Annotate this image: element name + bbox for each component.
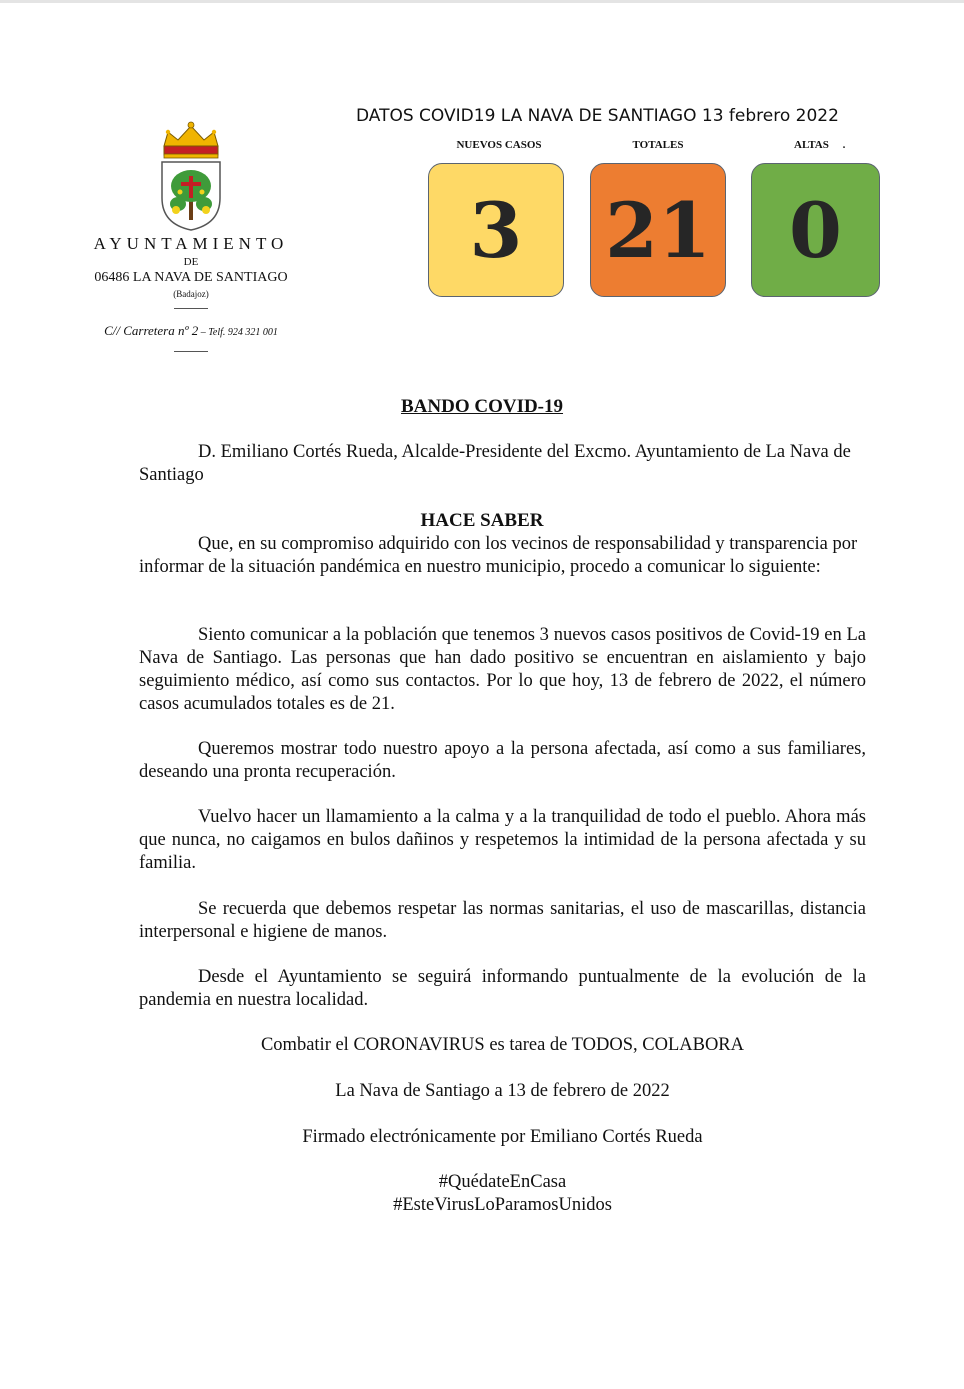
paragraph-3-text: Queremos mostrar todo nuestro apoyo a la persona afectada, así como a sus familiares, deseando una pronta recuperación. [139, 739, 866, 782]
signature: Firmado electrónicamente por Emiliano Cortés Rueda [302, 1127, 703, 1147]
paragraph-3 [139, 738, 866, 784]
document-title: BANDO COVID-19 [400, 396, 564, 417]
new-cases-value: 3 [469, 185, 523, 275]
paragraph-5-text: Se recuerda que debemos respetar las normas sanitarias, el uso de mascarillas, distancia interpersonal e higiene de manos. [139, 899, 866, 942]
letterhead-address: C// Carretera nº 2 [104, 323, 199, 338]
intro-paragraph [139, 441, 866, 487]
new-cases-label: NUEVOS CASOS [456, 139, 542, 151]
new-cases-box [428, 163, 564, 297]
paragraph-6 [139, 966, 866, 1012]
slogan: Combatir el CORONAVIRUS es tarea de TODOS, COLABORA [260, 1035, 745, 1055]
hace-saber-heading: HACE SABER [420, 510, 544, 531]
paragraph-6-text: Desde el Ayuntamiento se seguirá informando puntualmente de la evolución de la pandemia en nuestra localidad. [139, 967, 866, 1010]
discharges-box [751, 163, 880, 297]
letterhead-divider [174, 308, 208, 309]
page-top-edge [0, 0, 964, 3]
paragraph-5 [139, 898, 866, 944]
paragraph-4 [139, 806, 866, 875]
intro-text: D. Emiliano Cortés Rueda, Alcalde-Presidente del Excmo. Ayuntamiento de La Nava de Santiago [139, 442, 851, 485]
covid-header: DATOS COVID19 LA NAVA DE SANTIAGO 13 febrero 2022 [356, 106, 839, 126]
totals-label: TOTALES [632, 139, 684, 151]
letterhead-town: 06486 LA NAVA DE SANTIAGO [94, 270, 288, 285]
hashtag-quedate-en-casa: #QuédateEnCasa [438, 1172, 567, 1192]
paragraph-1 [139, 533, 866, 579]
paragraph-2-text: Siento comunicar a la población que tenemos 3 nuevos casos positivos de Covid-19 en La Nava de Santiago. Las personas que han dado positivo se encuentran en aislamiento y bajo seguimiento médico, así como sus contactos. Por lo que hoy, 13 de febrero de 2022, el número casos acumulados totales es de 21. [139, 625, 866, 714]
place-date: La Nava de Santiago a 13 de febrero de 2022 [335, 1081, 670, 1101]
totals-box [590, 163, 726, 297]
hashtag-este-virus: #EsteVirusLoParamosUnidos [393, 1195, 612, 1215]
letterhead-title: AYUNTAMIENTO [93, 234, 289, 253]
municipal-coat-of-arms-icon [156, 120, 226, 232]
discharges-label: ALTAS . [794, 139, 846, 151]
totals-value: 21 [605, 185, 711, 275]
letterhead-phone: – Telf. 924 321 001 [198, 327, 278, 338]
letterhead-address-line [70, 323, 312, 339]
paragraph-1-text: Que, en su compromiso adquirido con los vecinos de responsabilidad y transparencia por informar de la situación pandémica en nuestro municipio, procedo a comunicar lo siguiente: [139, 534, 858, 577]
paragraph-2 [139, 624, 866, 716]
letterhead-de: DE [183, 256, 199, 268]
letterhead-divider [174, 351, 208, 352]
discharges-value: 0 [789, 185, 842, 275]
paragraph-4-text: Vuelvo hacer un llamamiento a la calma y a la tranquilidad de todo el pueblo. Ahora más que nunca, no caigamos en bulos dañinos y respetemos la intimidad de la persona afectada y su familia. [139, 807, 866, 873]
letterhead-province: (Badajoz) [173, 289, 209, 299]
